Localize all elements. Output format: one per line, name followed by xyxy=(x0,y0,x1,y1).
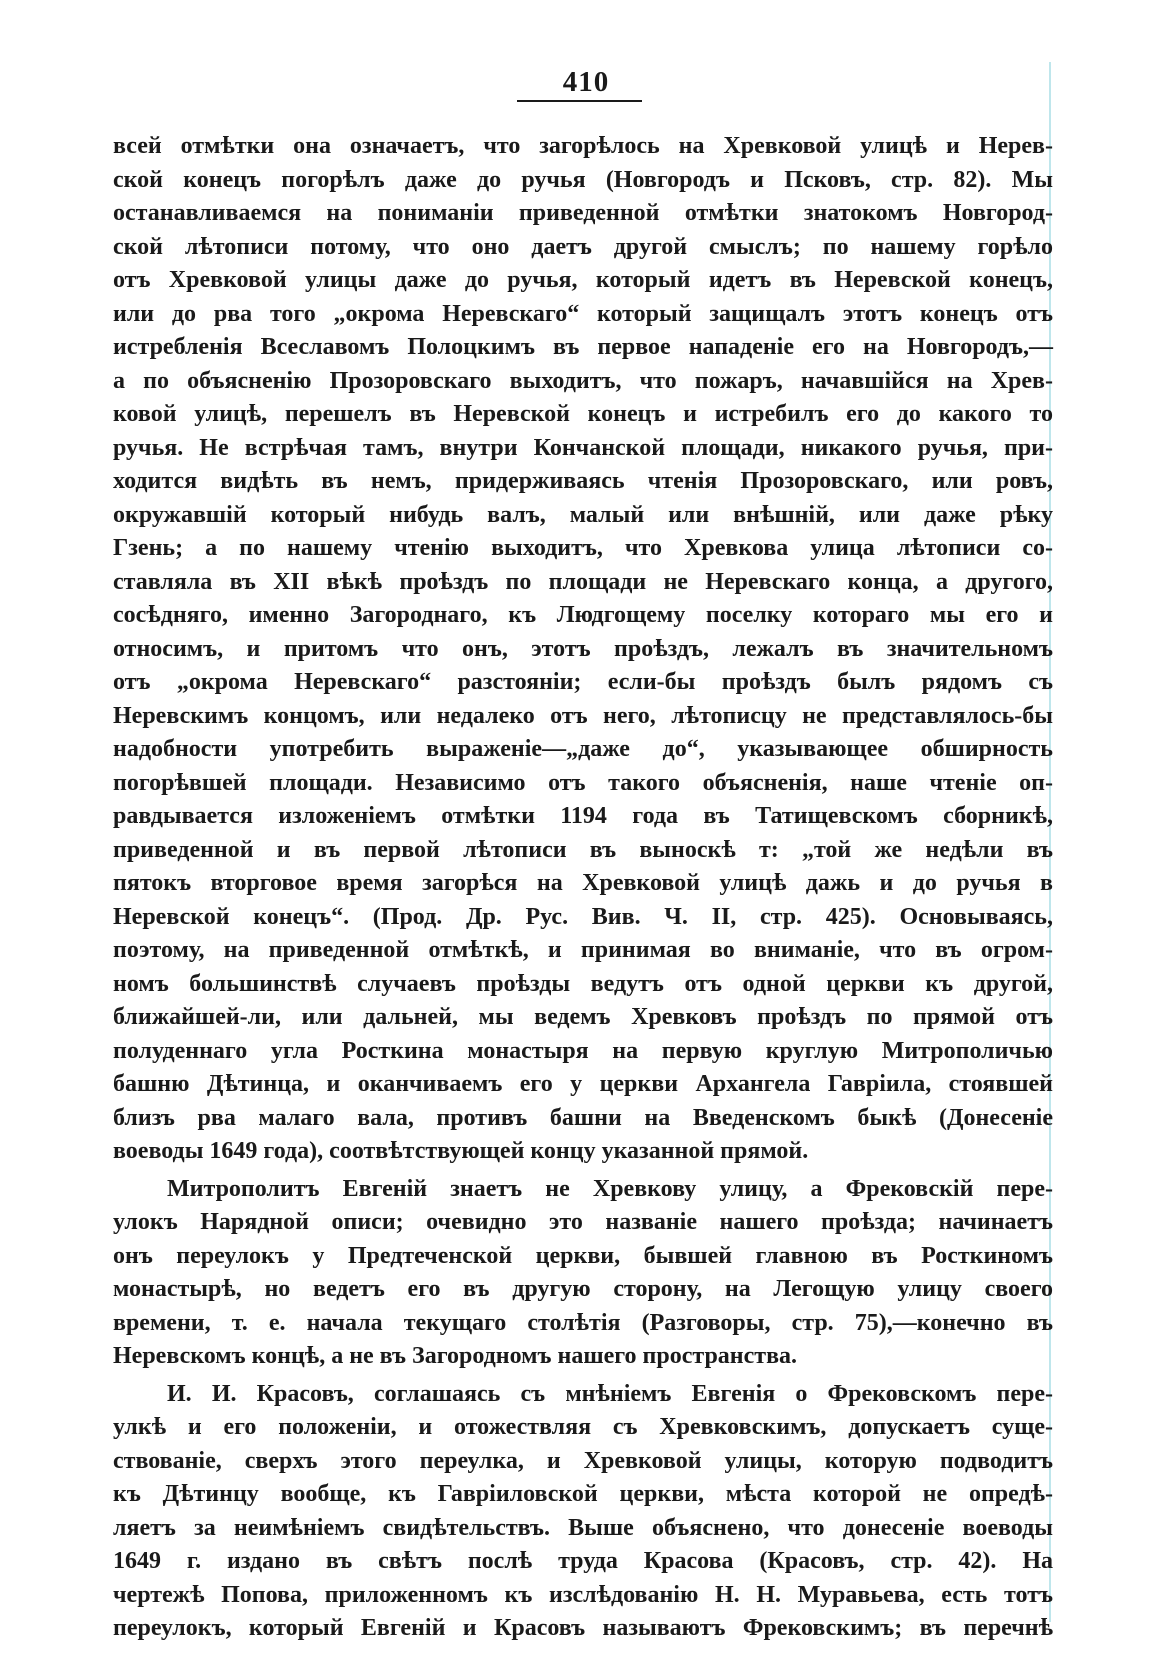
page-number: 410 xyxy=(562,66,610,98)
text-line: монастырѣ, но ведетъ его въ другую сторону, на Легощую улицу своего xyxy=(113,1276,1053,1302)
text-line: чертежѣ Попова, приложенномъ къ изслѣдованію Н. Н. Муравьева, есть тотъ xyxy=(113,1581,1053,1608)
text-line: къ Дѣтинцу вообще, къ Гавріиловской церкви, мѣста которой не опредѣ- xyxy=(113,1481,1053,1507)
text-line: поэтому, на приведенной отмѣткѣ, и принимая во вниманіе, что въ огром- xyxy=(113,937,1053,963)
text-line: времени, т. е. начала текущаго столѣтія (Разговоры, стр. 75),—конечно въ xyxy=(113,1309,1053,1336)
text-line: ской конецъ погорѣлъ даже до ручья (Новгородъ и Псковъ, стр. 82). Мы xyxy=(113,166,1053,193)
text-line: надобности употребить выраженіе—„даже до“, указывающее обширность xyxy=(113,736,1053,762)
text-line: Неревскимъ концомъ, или недалеко отъ него, лѣтописцу не представлялось-бы xyxy=(113,702,1053,729)
paragraph xyxy=(113,1378,1053,1646)
paragraph xyxy=(113,130,1053,1169)
text-line: И. И. Красовъ, соглашаясь съ мнѣніемъ Евгенія о Фрековскомъ пере- xyxy=(167,1380,1053,1407)
text-line: близъ рва малаго вала, противъ башни на Введенскомъ быкѣ (Донесеніе xyxy=(113,1104,1053,1131)
text-body xyxy=(113,130,1053,1646)
text-line: улокъ Нарядной описи; очевидно это названіе нашего проѣзда; начинаетъ xyxy=(113,1209,1053,1235)
text-line: ской лѣтописи потому, что оно даетъ другой смыслъ; по нашему горѣло xyxy=(113,233,1053,260)
text-line: ходится видѣть въ немъ, придерживаясь чтенія Прозоровскаго, или ровъ, xyxy=(113,468,1053,494)
text-line: а по объясненію Прозоровскаго выходитъ, что пожаръ, начавшійся на Хрев- xyxy=(113,367,1053,394)
text-line: ближайшей-ли, или дальней, мы ведемъ Хревковъ проѣздъ по прямой отъ xyxy=(113,1004,1053,1030)
text-line: ковой улицѣ, перешелъ въ Неревской конецъ и истребилъ его до какого то xyxy=(113,401,1053,427)
text-line: погорѣвшей площади. Независимо отъ такого объясненія, наше чтеніе оп- xyxy=(113,769,1053,796)
text-line: башню Дѣтинца, и оканчиваемъ его у церкви Архангела Гавріила, стоявшей xyxy=(113,1071,1053,1097)
text-line: воеводы 1649 года), соотвѣтствующей концу указанной прямой. xyxy=(113,1138,809,1164)
text-line: окружавшій который нибудь валъ, малый или внѣшній, или даже рѣку xyxy=(113,501,1053,528)
text-line: ствованіе, сверхъ этого переулка, и Хревковой улицы, которую подводитъ xyxy=(113,1447,1053,1474)
text-line: или до рва того „окрома Неревскаго“ который защищалъ этотъ конецъ отъ xyxy=(113,300,1053,327)
paragraph xyxy=(113,1173,1053,1374)
text-line: всей отмѣтки она означаетъ, что загорѣлось на Хревковой улицѣ и Нерев- xyxy=(113,133,1053,159)
text-line: отъ Хревковой улицы даже до ручья, который идетъ въ Неревской конецъ, xyxy=(113,267,1053,293)
text-line: номъ большинствѣ случаевъ проѣзды ведутъ отъ одной церкви къ другой, xyxy=(113,970,1053,997)
text-line: Неревской конецъ“. (Прод. Др. Рус. Вив. Ч. II, стр. 425). Основываясь, xyxy=(113,903,1053,930)
text-line: пятокъ вторговое время загорѣся на Хревковой улицѣ дажь и до ручья в xyxy=(113,870,1053,896)
text-line: сосѣдняго, именно Загороднаго, къ Людгощему поселку котораго мы его и xyxy=(113,602,1053,628)
text-line: относимъ, и притомъ что онъ, этотъ проѣздъ, лежалъ въ значительномъ xyxy=(113,635,1053,662)
text-line: Митрополитъ Евгеній знаетъ не Хревкову улицу, а Фрековскій пере- xyxy=(167,1175,1053,1202)
text-line: отъ „окрома Неревскаго“ разстояніи; если-бы проѣздъ былъ рядомъ съ xyxy=(113,669,1053,695)
text-line: равдывается изложеніемъ отмѣтки 1194 года въ Татищевскомъ сборникѣ, xyxy=(113,803,1053,829)
text-line: 1649 г. издано въ свѣтъ послѣ труда Красова (Красовъ, стр. 42). На xyxy=(113,1548,1053,1574)
text-line: ставляла въ XII вѣкѣ проѣздъ по площади не Неревскаго конца, а другого, xyxy=(113,568,1053,595)
text-line: ручья. Не встрѣчая тамъ, внутри Кончанской площади, никакого ручья, при- xyxy=(113,434,1053,461)
text-line: истребленія Всеславомъ Полоцкимъ въ первое нападеніе его на Новгородъ,— xyxy=(113,334,1053,360)
text-line: Неревскомъ концѣ, а не въ Загородномъ нашего пространства. xyxy=(113,1343,798,1369)
text-line: полуденнаго угла Росткина монастыря на первую круглую Митрополичью xyxy=(113,1037,1053,1064)
text-line: переулокъ, который Евгеній и Красовъ называютъ Фрековскимъ; въ перечнѣ xyxy=(113,1615,1053,1641)
text-line: онъ переулокъ у Предтеченской церкви, бывшей главною въ Росткиномъ xyxy=(113,1242,1053,1269)
text-line: Гзень; а по нашему чтенію выходитъ, что Хревкова улица лѣтописи со- xyxy=(113,535,1053,561)
page-number-rule xyxy=(517,100,642,102)
text-line: останавливаемся на пониманіи приведенной отмѣтки знатокомъ Новгород- xyxy=(113,200,1053,226)
text-line: улкѣ и его положеніи, и отожествляя съ Хревковскимъ, допускаетъ суще- xyxy=(113,1414,1053,1440)
text-line: приведенной и въ первой лѣтописи въ выноскѣ т: „той же недѣли въ xyxy=(113,836,1053,863)
text-line: ляетъ за неимѣніемъ свидѣтельствъ. Выше объяснено, что донесеніе воеводы xyxy=(113,1514,1053,1541)
